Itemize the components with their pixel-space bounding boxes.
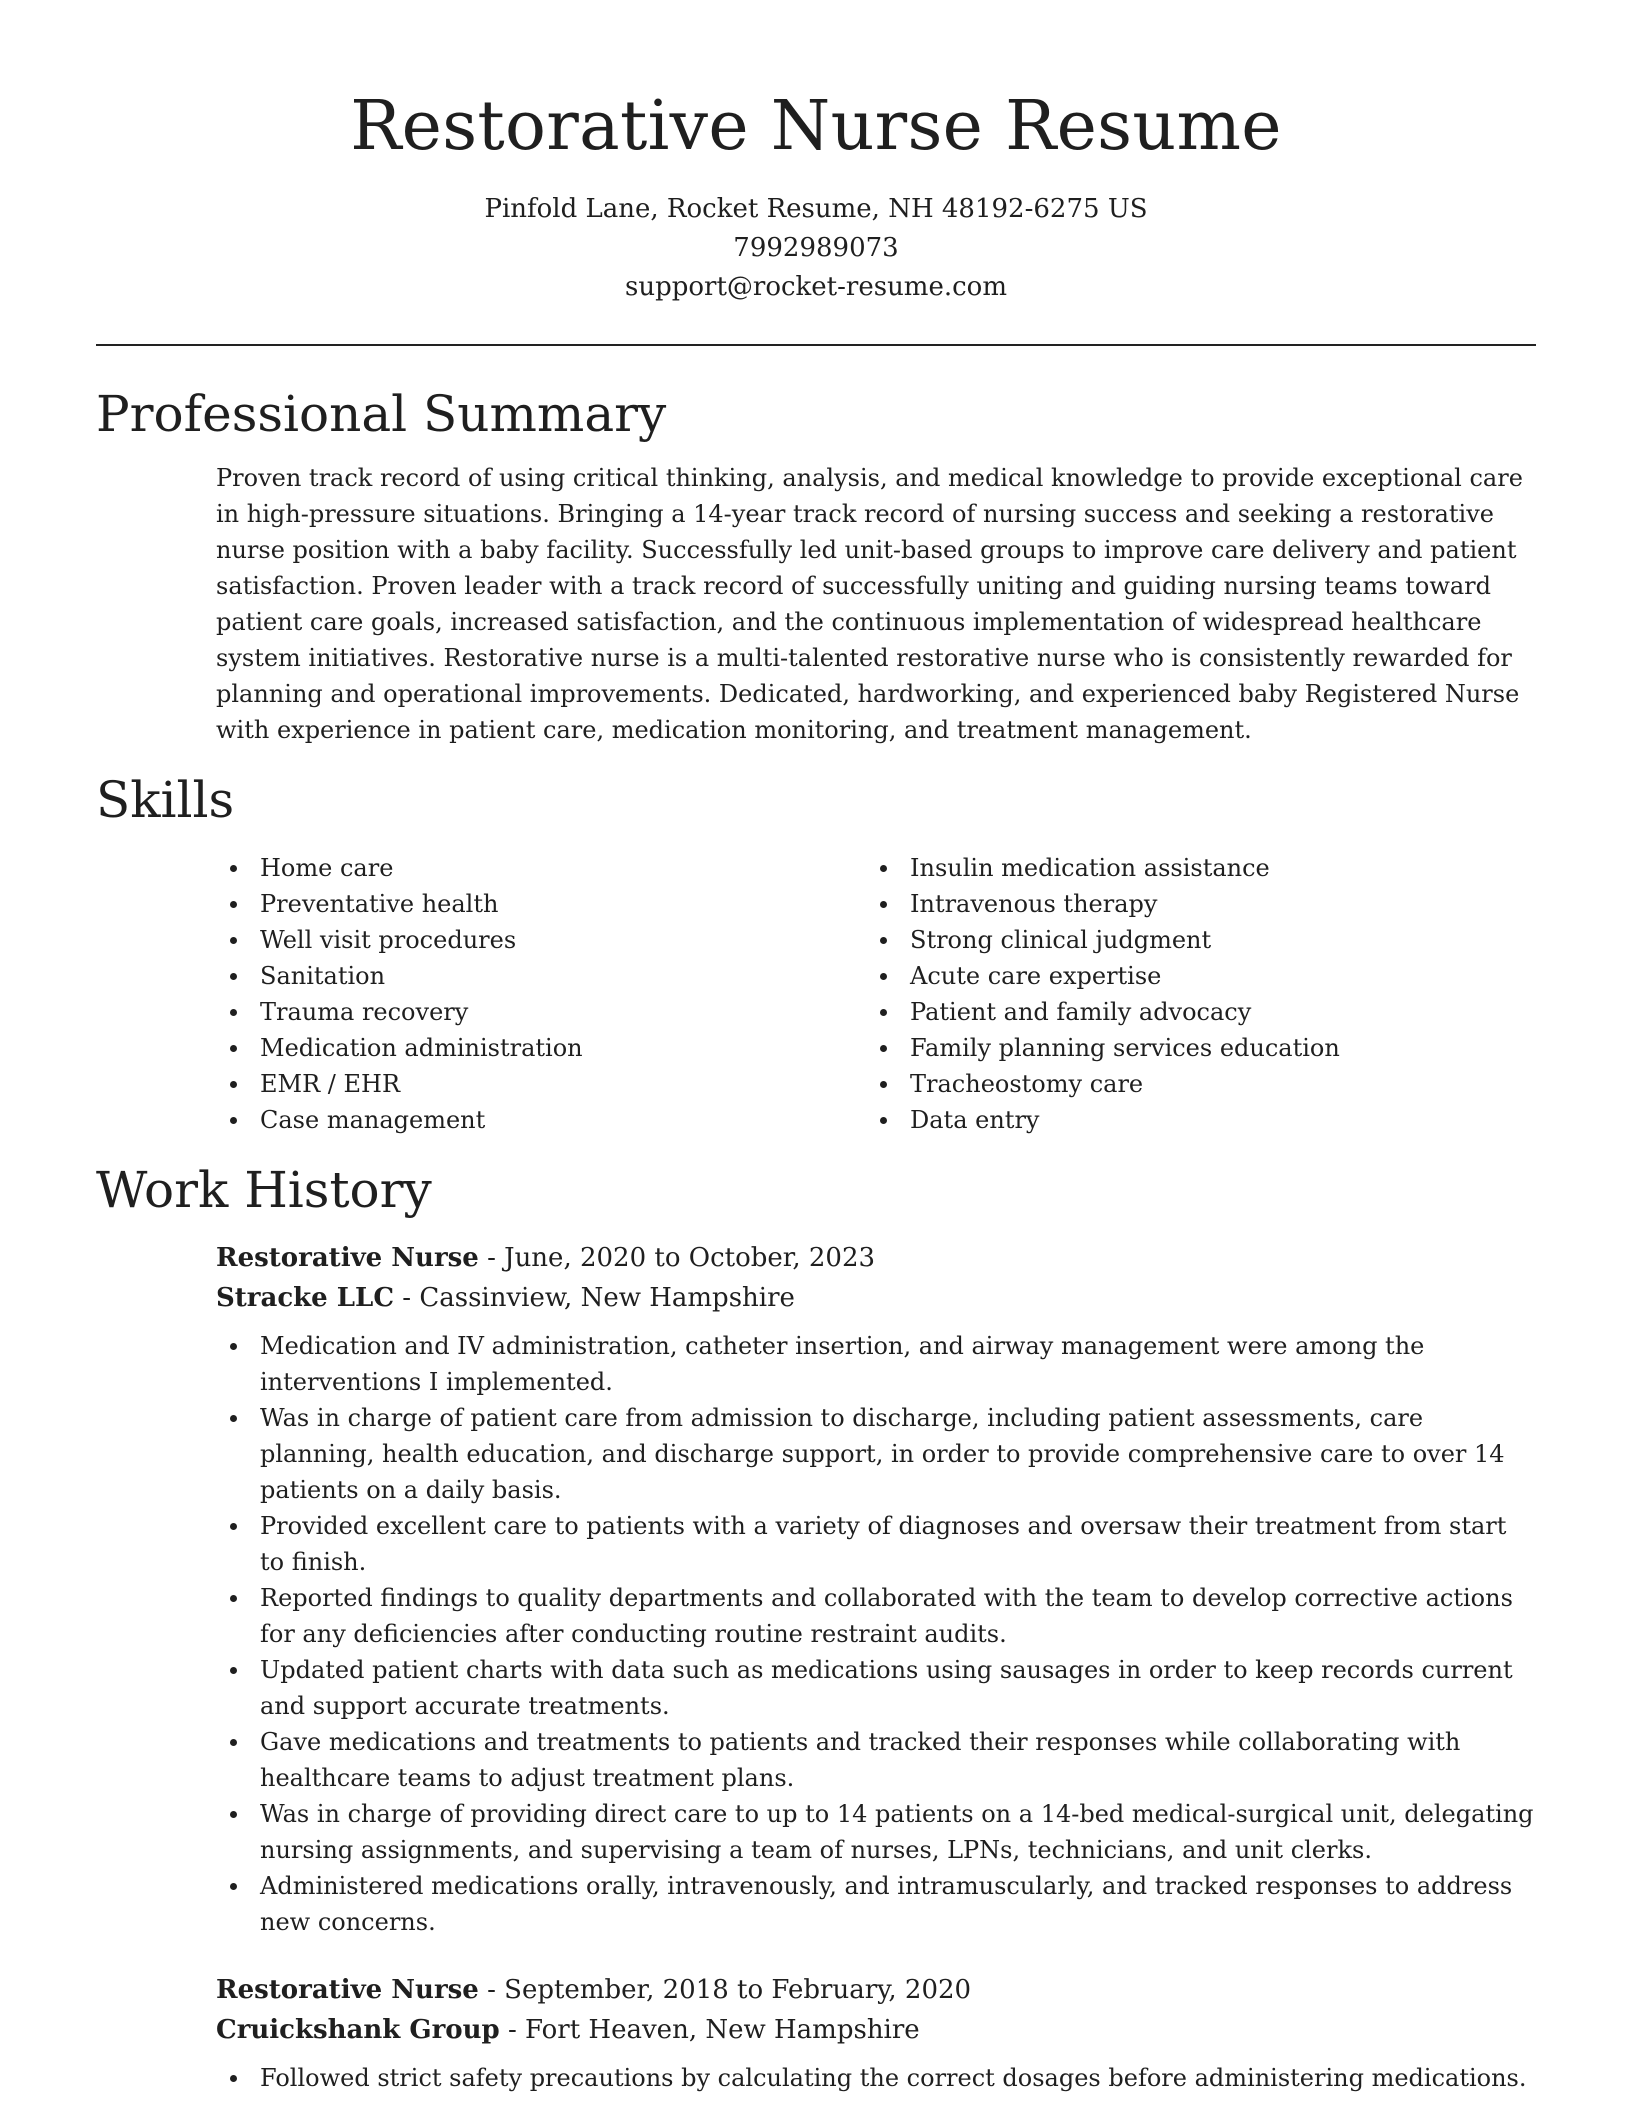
skills-column-right: [866, 850, 1516, 1138]
job-duties: [216, 1328, 1536, 1940]
job-dates: - September, 2018 to February, 2020: [478, 1975, 972, 2005]
skills-heading: Skills: [96, 771, 235, 829]
resume-title: Restorative Nurse Resume: [350, 87, 1282, 166]
skill-item: Well visit procedures: [216, 922, 866, 958]
phone: 7992989073: [733, 233, 899, 263]
skill-item: Home care: [216, 850, 866, 886]
duty-item: Gave medications and treatments to patients and tracked their responses while collaborating with healthcare teams to adjust treatment plans.: [216, 1724, 1536, 1796]
email: support@rocket-resume.com: [624, 272, 1007, 302]
job-company: Stracke LLC: [216, 1283, 395, 1313]
skill-item: Strong clinical judgment: [866, 922, 1516, 958]
skill-item: Case management: [216, 1102, 866, 1138]
skill-item: Tracheostomy care: [866, 1066, 1516, 1102]
duty-item: Medication and IV administration, catheter insertion, and airway management were among the interventions I implemented.: [216, 1328, 1536, 1400]
summary-text: Proven track record of using critical thinking, analysis, and medical knowledge to provide exceptional care in high-pressure situations. Bringing a 14-year track record of nursing success and seeking a restorative nurse position with a baby facility. Successfully led unit-based groups to improve care delivery and patient satisfaction. Proven leader with a track record of successfully uniting and guiding nursing teams toward patient care goals, increased satisfaction, and the continuous implementation of widespread healthcare system initiatives. Restorative nurse is a multi-talented restorative nurse who is consistently rewarded for planning and operational improvements. Dedicated, hardworking, and experienced baby Registered Nurse with experience in patient care, medication monitoring, and treatment management.: [216, 464, 1523, 744]
summary-heading: Professional Summary: [96, 385, 667, 443]
skill-item: Family planning services education: [866, 1030, 1516, 1066]
duty-item: Provided excellent care to patients with a variety of diagnoses and oversaw their treatment from start to finish.: [216, 1508, 1536, 1580]
duty-item: Was in charge of providing direct care to up to 14 patients on a 14-bed medical-surgical unit, delegating nursing assignments, and supervising a team of nurses, LPNs, technicians, and unit clerks.: [216, 1796, 1536, 1868]
resume-page: [96, 0, 1536, 2096]
skills-list: [96, 850, 1536, 1138]
contact-info: [96, 190, 1536, 307]
job-company-line: [216, 2010, 1536, 2050]
skill-item: Acute care expertise: [866, 958, 1516, 994]
job-title-line: [216, 1970, 1536, 2010]
skill-item: Trauma recovery: [216, 994, 866, 1030]
resume-header: [96, 0, 1536, 346]
job-entry: [96, 1970, 1536, 2096]
duty-item: Was in charge of patient care from admission to discharge, including patient assessments, care planning, health education, and discharge support, in order to provide comprehensive care to over 14 patients on a daily basis.: [216, 1400, 1536, 1508]
job-dates: - June, 2020 to October, 2023: [478, 1243, 876, 1273]
duty-item: Administered medications orally, intravenously, and intramuscularly, and tracked responses to address new concerns.: [216, 1868, 1536, 1940]
skill-item: Patient and family advocacy: [866, 994, 1516, 1030]
skill-item: Insulin medication assistance: [866, 850, 1516, 886]
job-location: - Fort Heaven, New Hampshire: [499, 2015, 920, 2045]
skill-item: Medication administration: [216, 1030, 866, 1066]
duty-item: Updated patient charts with data such as medications using sausages in order to keep records current and support accurate treatments.: [216, 1652, 1536, 1724]
skill-item: Sanitation: [216, 958, 866, 994]
work-history-heading: Work History: [96, 1161, 432, 1219]
job-title: Restorative Nurse: [216, 1243, 479, 1273]
address: Pinfold Lane, Rocket Resume, NH 48192-6275 US: [484, 194, 1148, 224]
skills-column-left: [216, 850, 866, 1138]
skill-item: Intravenous therapy: [866, 886, 1516, 922]
header-divider: [96, 344, 1536, 346]
job-location: - Cassinview, New Hampshire: [394, 1283, 795, 1313]
job-entry: [96, 1238, 1536, 1940]
job-duties: [216, 2060, 1536, 2096]
skill-item: Preventative health: [216, 886, 866, 922]
duty-item: Followed strict safety precautions by calculating the correct dosages before administering medications.: [216, 2060, 1536, 2096]
duty-item: Reported findings to quality departments and collaborated with the team to develop corrective actions for any deficiencies after conducting routine restraint audits.: [216, 1580, 1536, 1652]
job-company-line: [216, 1278, 1536, 1318]
job-title-line: [216, 1238, 1536, 1278]
job-title: Restorative Nurse: [216, 1975, 479, 2005]
skill-item: Data entry: [866, 1102, 1516, 1138]
job-company: Cruickshank Group: [216, 2015, 500, 2045]
skill-item: EMR / EHR: [216, 1066, 866, 1102]
